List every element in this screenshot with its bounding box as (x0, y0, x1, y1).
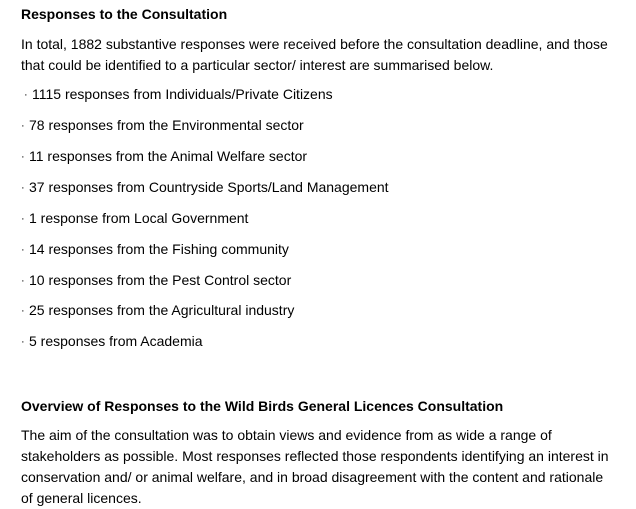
overview-line: of general licences. (21, 490, 142, 506)
overview-paragraph (21, 425, 633, 509)
bullet-marker: · (21, 336, 25, 348)
bullet-marker: · (21, 182, 25, 194)
intro-line: that could be identified to a particular sector/ interest are summarised below. (21, 57, 494, 73)
bullet-marker: · (24, 89, 28, 101)
bullet-marker: · (21, 120, 25, 132)
section-heading-responses: Responses to the Consultation (21, 6, 228, 22)
overview-line: The aim of the consultation was to obtain views and evidence from as wide a range of (21, 427, 552, 443)
list-item-text: 1115 responses from Individuals/Private Citizens (32, 86, 333, 102)
list-item (21, 333, 203, 351)
intro-line: In total, 1882 substantive responses were received before the consultation deadline, and those (21, 36, 608, 52)
list-item-text: 25 responses from the Agricultural industry (29, 302, 295, 318)
list-item (21, 148, 307, 166)
bullet-marker: · (21, 275, 25, 287)
list-item (24, 86, 333, 104)
bullet-marker: · (21, 151, 25, 163)
overview-line: conservation and/ or animal welfare, and in broad disagreement with the content and rationale (21, 469, 604, 485)
list-item (21, 272, 291, 290)
list-item (21, 210, 248, 228)
list-item-text: 37 responses from Countryside Sports/Land Management (29, 179, 389, 195)
intro-paragraph (21, 34, 633, 76)
list-item-text: 14 responses from the Fishing community (29, 241, 289, 257)
list-item (21, 241, 289, 259)
bullet-marker: · (21, 213, 25, 225)
list-item (21, 302, 294, 320)
list-item-text: 10 responses from the Pest Control sector (29, 272, 292, 288)
list-item (21, 179, 389, 197)
list-item-text: 11 responses from the Animal Welfare sector (29, 148, 308, 164)
list-item-text: 78 responses from the Environmental sector (29, 117, 304, 133)
section-heading-overview: Overview of Responses to the Wild Birds General Licences Consultation (21, 398, 504, 414)
list-item (21, 117, 304, 135)
list-item-text: 5 responses from Academia (29, 333, 203, 349)
list-item-text: 1 response from Local Government (29, 210, 249, 226)
bullet-marker: · (21, 244, 25, 256)
overview-line: stakeholders as possible. Most responses reflected those respondents identifying an interest in (21, 448, 609, 464)
bullet-marker: · (21, 305, 25, 317)
